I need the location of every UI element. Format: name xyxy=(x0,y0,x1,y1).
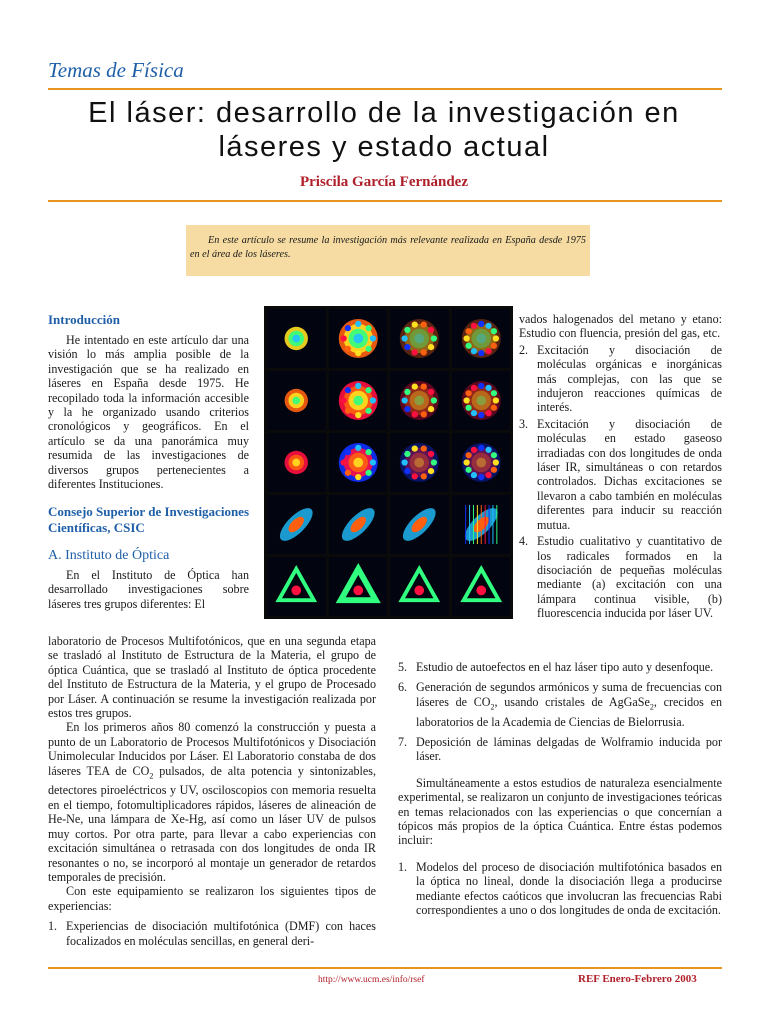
experiments-list-cont xyxy=(519,343,722,621)
beam-pattern-cell xyxy=(267,371,326,430)
beam-pattern-graphic xyxy=(267,309,326,368)
item-text-b: , usando cristales de AgGaSe xyxy=(494,694,650,709)
theory-paragraph: Simultáneamente a estos estudios de naturaleza esencialmente experimental, se realizaron un conjunto de investigaciones teóricas en temas relacionados con las experiencias o que concernían a tópicos más propios de la óptica Cuántica. Entre éstas podemos incluir: xyxy=(398,775,722,848)
beam-pattern-cell xyxy=(329,495,388,554)
intro-heading: Introducción xyxy=(48,312,120,327)
laboratory-text-a: En los primeros años 80 comenzó la construcción y puesta a punto de un Laboratorio de Procesos Multifotónicos y Disociación Unimolecular Inducidos por Láser. El Laboratorio constaba de dos láseres TEA de CO xyxy=(48,720,376,778)
beam-pattern-graphic xyxy=(452,495,511,554)
footer-url-link[interactable]: http://www.ucm.es/info/rsef xyxy=(318,975,425,985)
beam-pattern-graphic xyxy=(329,309,388,368)
item-text: Excitación y disociación de moléculas orgánicas e inorgánicas más complejas, con las que se indujeron reacciones químicas de interés. xyxy=(537,342,722,415)
agase2-subscript: 2 xyxy=(649,702,654,712)
beam-pattern-cell xyxy=(267,495,326,554)
item-text-c: , crecidos en laboratorios de la Academia de Ciencias de Bielorrusia. xyxy=(416,694,722,729)
beam-pattern-graphic xyxy=(390,371,449,430)
co2-subscript: 2 xyxy=(149,771,154,781)
beam-pattern-cell xyxy=(267,557,326,616)
author-rule xyxy=(48,200,722,202)
beam-pattern-cell xyxy=(390,433,449,492)
item-text-a: Generación de segundos armónicos y suma de frecuencias con láseres de CO xyxy=(416,680,722,709)
beam-pattern-graphic xyxy=(390,433,449,492)
list-item xyxy=(398,660,722,674)
beam-pattern-graphic xyxy=(329,557,388,616)
beam-pattern-cell xyxy=(390,557,449,616)
laboratory-paragraph xyxy=(48,720,376,884)
right-column-wide xyxy=(398,660,722,918)
item-text: Experiencias de disociación multifotónica (DMF) con haces focalizados en moléculas sencillas, en general deri- xyxy=(66,919,376,948)
optica-paragraph-start: En el Instituto de Óptica han desarrollado investigaciones sobre láseres tres grupos diferentes: El xyxy=(48,567,249,611)
abstract-box xyxy=(186,225,590,276)
item-text: Excitación y disociación de moléculas en estado gaseoso irradiadas con dos longitudes de onda láser IR, simultáneas o con retardos controlados. Dichas excitaciones se llevaron a cabo también en moléculas diferentes para inducir su reacción mutua. xyxy=(537,416,722,532)
experiments-list xyxy=(48,919,376,948)
co2-subscript: 2 xyxy=(490,702,495,712)
left-column-narrow xyxy=(48,312,249,611)
beam-pattern-graphic xyxy=(390,557,449,616)
beam-pattern-graphic xyxy=(452,433,511,492)
beam-pattern-graphic xyxy=(452,309,511,368)
list-item xyxy=(398,735,722,764)
beam-pattern-cell xyxy=(452,309,511,368)
laboratory-text-b: pulsados, de alta potencia y sintonizables, detectores piroeléctricos y UV, osciloscopios con memoria resuelta en el tiempo, fotomultiplicadores rápidos, láseres de alineación de He-Ne, una lámpara de Xe-Hg, así como un láser UV de pulsos muy cortos. Por otra parte, para llevar a cabo experiencias con excitación simultánea o retrasada con dos longitudes de onda IR resonantes o no, se incorporó al montaje un generador de retardos temporales de precisión. xyxy=(48,763,376,884)
subsection-heading: A. Instituto de Óptica xyxy=(48,548,170,564)
beam-pattern-cell xyxy=(390,495,449,554)
beam-pattern-graphic xyxy=(329,495,388,554)
beam-pattern-graphic xyxy=(267,495,326,554)
item-number: 1. xyxy=(48,919,58,934)
left-column-wide xyxy=(48,634,376,948)
experiments-list-wide xyxy=(398,660,722,764)
optica-paragraph-cont: laboratorio de Procesos Multifotónicos, que en una segunda etapa se trasladó al Instituto de Estructura de la Materia, el grupo de óptica Cuántica, que se trasladó al Instituto de óptica procedente del Instituto de Estructura de la Materia, y el grupo de Procesado por Láser. A continuación se resume la investigación realizada por estos tres grupos. xyxy=(48,634,376,721)
title-line-1: El láser: desarrollo de la investigación en xyxy=(88,97,680,129)
section-label: Temas de Física xyxy=(48,58,184,82)
beam-pattern-cell xyxy=(329,433,388,492)
beam-pattern-graphic xyxy=(390,309,449,368)
beam-pattern-graphic xyxy=(329,371,388,430)
beam-pattern-cell xyxy=(452,495,511,554)
item-number: 7. xyxy=(398,735,408,750)
author-name: Priscila García Fernández xyxy=(299,174,469,190)
beam-pattern-cell xyxy=(329,371,388,430)
item-text: Modelos del proceso de disociación multifotónica basados en la óptica no lineal, donde la disociación llega a producirse mediante efectos caóticos que involucran las frecuencias Rabi correspondientes a uno o dos longitudes de onda de excitación. xyxy=(416,859,722,918)
figure-beam-patterns xyxy=(264,306,513,619)
header-rule xyxy=(48,88,722,90)
right-column-narrow xyxy=(519,312,722,621)
csic-heading: Consejo Superior de Investigaciones Científicas, CSIC xyxy=(48,504,249,536)
beam-pattern-graphic xyxy=(267,557,326,616)
equipment-paragraph: Con este equipamiento se realizaron los siguientes tipos de experiencias: xyxy=(48,884,376,913)
beam-pattern-cell xyxy=(329,557,388,616)
list-item xyxy=(398,860,722,918)
item-number: 5. xyxy=(398,660,408,674)
item-number: 4. xyxy=(519,534,529,549)
article-title xyxy=(40,96,728,164)
list-item xyxy=(48,919,376,948)
beam-pattern-cell xyxy=(390,309,449,368)
theory-list xyxy=(398,860,722,918)
intro-paragraph: He intentado en este artículo dar una visión lo más amplia posible de la investigación que se ha realizado en láseres en España desde 1975. He recopilado toda la información accesible y la he organizado usando criterios cronológicos y geográficos. En el artículo se da una panorámica muy resumida de las investigaciones de diversos grupos pertenecientes a diferentes Instituciones. xyxy=(48,333,249,492)
footer-rule xyxy=(48,967,722,969)
item-number: 2. xyxy=(519,342,529,357)
item-text: Estudio cualitativo y cuantitativo de los radicales formados en la disociación de pequeñas moléculas mediante (a) excitación con una lámpara continua visible, (b) fluorescencia inducida por láser UV. xyxy=(537,534,722,621)
title-line-2: láseres y estado actual xyxy=(218,131,550,163)
item-number: 6. xyxy=(398,680,408,695)
abstract-text: En este artículo se resume la investigación más relevante realizada en España desde 1975 en el área de los láseres. xyxy=(190,235,586,260)
beam-pattern-cell xyxy=(452,557,511,616)
footer-reference: REF Enero-Febrero 2003 xyxy=(578,973,697,985)
item-number: 3. xyxy=(519,416,529,431)
beam-pattern-cell xyxy=(329,309,388,368)
beam-pattern-graphic xyxy=(329,433,388,492)
continued-text: vados halogenados del metano y etano: Estudio con fluencia, presión del gas, etc. xyxy=(519,312,722,341)
beam-pattern-graphic xyxy=(267,433,326,492)
beam-pattern-graphic xyxy=(390,495,449,554)
beam-pattern-graphic xyxy=(267,371,326,430)
list-item xyxy=(519,343,722,415)
list-item xyxy=(519,534,722,620)
beam-pattern-cell xyxy=(452,433,511,492)
beam-pattern-graphic xyxy=(452,557,511,616)
beam-pattern-cell xyxy=(267,433,326,492)
item-number: 1. xyxy=(398,859,408,874)
item-text: Estudio de autoefectos en el haz láser tipo auto y desenfoque. xyxy=(416,660,714,674)
list-item xyxy=(519,417,722,532)
beam-pattern-cell xyxy=(452,371,511,430)
item-text: Deposición de láminas delgadas de Wolframio inducida por láser. xyxy=(416,735,722,764)
list-item xyxy=(398,680,722,729)
beam-pattern-cell xyxy=(390,371,449,430)
beam-pattern-graphic xyxy=(452,371,511,430)
beam-pattern-cell xyxy=(267,309,326,368)
